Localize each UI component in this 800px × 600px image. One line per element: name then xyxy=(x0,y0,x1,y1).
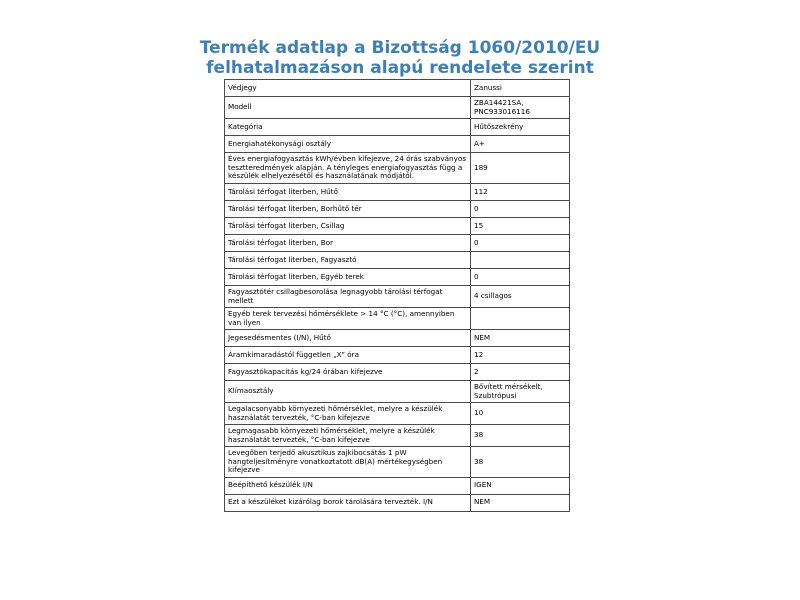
table-row xyxy=(225,447,570,478)
row-value: 0 xyxy=(471,235,570,252)
row-value: 2 xyxy=(471,364,570,381)
table-row xyxy=(225,477,570,494)
table-row xyxy=(225,364,570,381)
table-row xyxy=(225,286,570,308)
title-line-2: felhatalmazáson alapú rendelete szerint xyxy=(206,58,594,78)
table-row xyxy=(225,403,570,425)
row-value: NEM xyxy=(471,330,570,347)
table-row xyxy=(225,425,570,447)
row-label: Legmagasabb környezeti hőmérséklet, melyre a készülék használatát tervezték, °C-ban kifejezve xyxy=(225,425,471,447)
table-row xyxy=(225,269,570,286)
table-row xyxy=(225,252,570,269)
table-row xyxy=(225,153,570,184)
table-row xyxy=(225,80,570,97)
row-value: 12 xyxy=(471,347,570,364)
row-label: Egyéb terek tervezési hőmérséklete > 14 °C (°C), amennyiben van ilyen xyxy=(225,308,471,330)
row-label: Védjegy xyxy=(225,80,471,97)
table-row xyxy=(225,330,570,347)
table-row xyxy=(225,381,570,403)
row-value: Bővített mérsékelt, Szubtrópusi xyxy=(471,381,570,403)
row-value xyxy=(471,252,570,269)
row-value: Zanussi xyxy=(471,80,570,97)
table-row xyxy=(225,347,570,364)
row-value: 189 xyxy=(471,153,570,184)
row-value: 38 xyxy=(471,425,570,447)
table-row xyxy=(225,494,570,511)
product-data-table xyxy=(224,79,570,512)
row-value: IGEN xyxy=(471,477,570,494)
row-label: Legalacsonyabb környezeti hőmérséklet, melyre a készülék használatát tervezték, °C-ban kifejezve xyxy=(225,403,471,425)
row-label: Energiahatékonysági osztály xyxy=(225,136,471,153)
row-label: Áramkimaradástól független „X” óra xyxy=(225,347,471,364)
row-value: NEM xyxy=(471,494,570,511)
table-row xyxy=(225,136,570,153)
row-value: 38 xyxy=(471,447,570,478)
table-row xyxy=(225,184,570,201)
row-value xyxy=(471,308,570,330)
row-value: A+ xyxy=(471,136,570,153)
row-label: Modell xyxy=(225,97,471,119)
row-label: Tárolási térfogat literben, Bor xyxy=(225,235,471,252)
row-label: Éves energiafogyasztás kWh/évben kifejezve, 24 órás szabványos tesztteredmények alapján. A tényleges energiafogyasztás függ a készülék elhelyezésétől és használatának módjától. xyxy=(225,153,471,184)
table-row xyxy=(225,119,570,136)
row-label: Kategória xyxy=(225,119,471,136)
row-label: Jegesedésmentes (I/N), Hűtő xyxy=(225,330,471,347)
row-label: Klímaosztály xyxy=(225,381,471,403)
row-label: Tárolási térfogat literben, Egyéb terek xyxy=(225,269,471,286)
row-value: 4 csillagos xyxy=(471,286,570,308)
row-label: Tárolási térfogat literben, Hűtő xyxy=(225,184,471,201)
row-value: 0 xyxy=(471,269,570,286)
row-value: 15 xyxy=(471,218,570,235)
table-row xyxy=(225,308,570,330)
row-value: 112 xyxy=(471,184,570,201)
table-row xyxy=(225,235,570,252)
table-row xyxy=(225,218,570,235)
row-label: Tárolási térfogat literben, Fagyasztó xyxy=(225,252,471,269)
row-label: Levegőben terjedő akusztikus zajkibocsátás 1 pW hangteljesítményre vonatkoztatott dB(A) mértékegységben kifejezve xyxy=(225,447,471,478)
row-label: Beépíthető készülék I/N xyxy=(225,477,471,494)
row-value: 0 xyxy=(471,201,570,218)
row-value: 10 xyxy=(471,403,570,425)
title-line-1: Termék adatlap a Bizottság 1060/2010/EU xyxy=(199,38,601,58)
row-label: Ezt a készüléket kizárólag borok tárolására tervezték. I/N xyxy=(225,494,471,511)
row-label: Tárolási térfogat literben, Borhűtő tér xyxy=(225,201,471,218)
row-label: Fagyasztókapacitás kg/24 órában kifejezve xyxy=(225,364,471,381)
row-value: Hűtőszekrény xyxy=(471,119,570,136)
page-title xyxy=(0,38,800,78)
row-value: ZBA14421SA, PNC933016116 xyxy=(471,97,570,119)
table-row xyxy=(225,97,570,119)
row-label: Tárolási térfogat literben, Csillag xyxy=(225,218,471,235)
row-label: Fagyasztótér csillagbesorolása legnagyobb tárolási térfogat mellett xyxy=(225,286,471,308)
table-row xyxy=(225,201,570,218)
